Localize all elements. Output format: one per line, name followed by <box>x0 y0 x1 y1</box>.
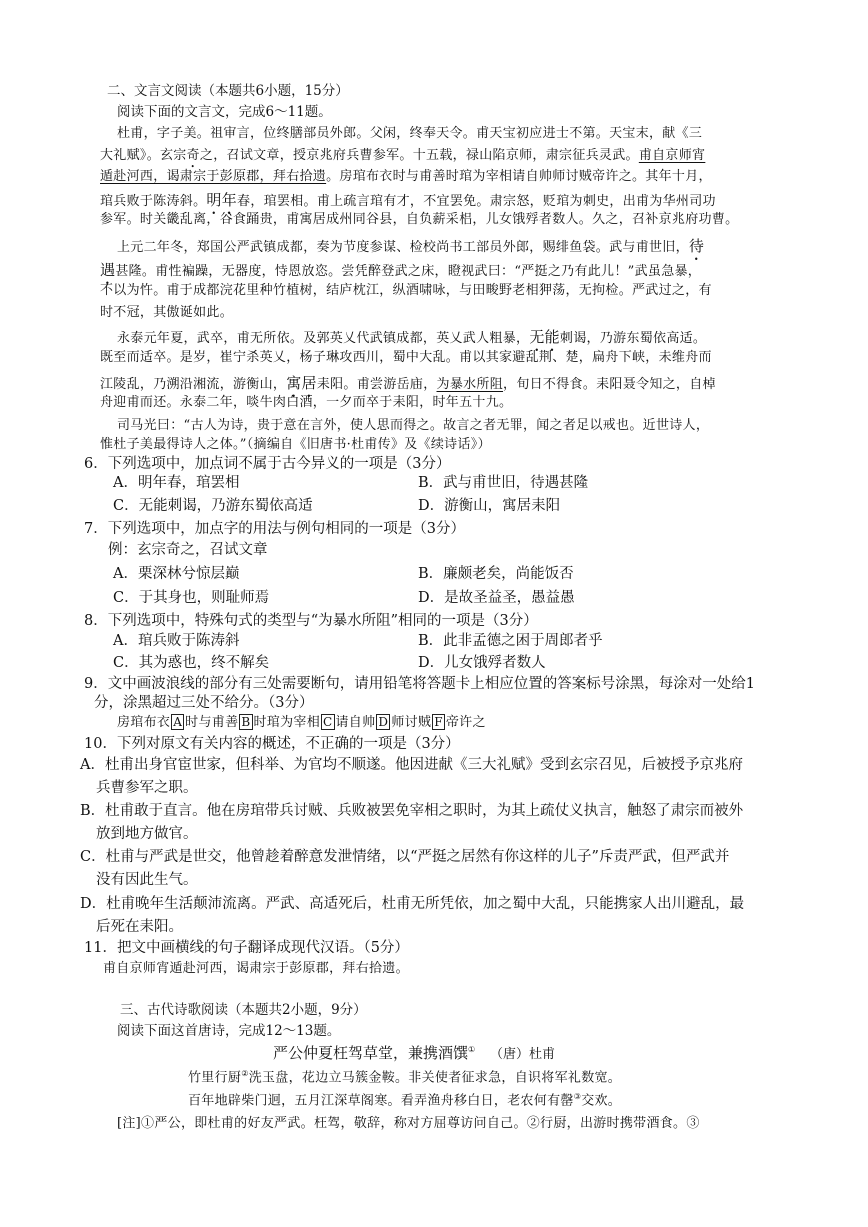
passage-p1-line5: 参军。时关畿乱离，谷食踊贵，甫寓居成州同谷县，自负薪采梠，儿女饿殍者数人。久之，召补京兆府功曹。 <box>100 212 739 227</box>
q10-option-b-line1: B．杜甫敢于直言。他在房琯带兵讨贼、兵败被罢免宰相之职时，为其上疏仗义执言，触怒了肃宗而被外 <box>80 803 744 819</box>
q7-option-c: C．于其身也，则耻师焉 <box>113 590 270 606</box>
passage-p4-line1: 司马光曰：“古人为诗，贵于意在言外，使人思而得之。故言之者无罪，闻之者足以戒也。近世诗人， <box>117 418 710 433</box>
passage-p2-line1: 上元二年冬，郑国公严武镇成都，奏为节度参谋、检校尚书工部员外郎，赐绯鱼袋。武与甫世旧，待 <box>117 237 705 255</box>
q6-option-c: C．无能刺谒，乃游东蜀依高适 <box>113 498 313 514</box>
passage-p2-line2: 遇甚隆。甫性褊躁，无器度，恃恩放恣。尝凭醉登武之床，瞪视武曰：“严挺之乃有此儿！”武虽急暴， <box>100 261 702 279</box>
passage-p3-line3: 江陵乱，乃溯沿湘流，游衡山，寓居耒阳。甫尝游岳庙，为暴水所阻，旬日不得食。耒阳聂令知之，自棹 <box>100 374 716 392</box>
q9-stem-line2: 分，涂黑超过三处不给分。（3分） <box>94 695 314 711</box>
break-box-d: D <box>378 715 389 729</box>
passage-p3-line1: 永泰元年夏，武卒，甫无所依。及郭英乂代武镇成都，英乂武人粗暴，无能刺谒，乃游东蜀依高适。 <box>117 328 707 346</box>
q6-option-b: B．武与甫世旧，待遇甚隆 <box>418 475 589 491</box>
q10-option-d-line1: D．杜甫晚年生活颠沛流离。严武、高适死后，杜甫无所凭依，加之蜀中大乱，只能携家人出川避乱，最 <box>80 896 745 912</box>
poem-line2: 百年地辟柴门迥，五月江深草阁寒。看弄渔舟移白日，老农何有罄③交欢。 <box>188 1092 622 1109</box>
passage-p3-line4: 舟迎甫而还。永泰二年，啖牛肉白酒，一夕而卒于耒阳，时年五十九。 <box>100 395 513 410</box>
poem-notes: [注]①严公，即杜甫的好友严武。枉驾，敬辞，称对方屈尊访问自己。②行厨，出游时携带酒食。③ <box>117 1116 700 1131</box>
section2-instruction: 阅读下面的文言文，完成6～11题。 <box>117 104 332 120</box>
passage-p3-line2: 既至而适卒。是岁，崔宁杀英乂，杨子琳攻西川，蜀中大乱。甫以其家避乱荆、楚，扁舟下峡，未维舟而 <box>100 350 712 365</box>
q10-option-b-line2: 放到地方做官。 <box>96 826 198 842</box>
section2-heading: 二、文言文阅读（本题共6小题，15分） <box>107 83 349 99</box>
q11-sentence: 甫自京师宵遁赴河西，谒肃宗于彭原郡，拜右拾遗。 <box>103 961 409 976</box>
passage-p4-line2: 惟杜子美最得诗人之体。”（摘编自《旧唐书·杜甫传》及《续诗话》） <box>100 437 491 452</box>
passage-p1-line4: 琯兵败于陈涛斜。明年春，琯罢相。甫上疏言琯有才，不宜罢免。肃宗怒，贬琯为刺史，出甫为华州司功 <box>100 191 716 209</box>
q9-segmented-sentence: 房琯布衣 A 时与甫善 B 时琯为宰相 C 请自帅 D 师讨贼 F 帝许之 <box>117 715 486 730</box>
q6-stem: 6．下列选项中，加点词不属于古今异义的一项是（3分） <box>84 456 451 472</box>
q10-stem: 10．下列对原文有关内容的概述，不正确的一项是（3分） <box>84 736 460 752</box>
section3-instruction: 阅读下面这首唐诗，完成12～13题。 <box>117 1023 341 1039</box>
q10-option-c-line1: C．杜甫与严武是世交，他曾趁着醉意发泄情绪，以“严挺之居然有你这样的儿子”斥责严武，但严武并 <box>80 849 730 865</box>
passage-p2-line4: 时不冠，其傲诞如此。 <box>100 305 234 320</box>
q8-option-c: C．其为惑也，终不解矣 <box>113 655 270 671</box>
q7-stem: 7．下列选项中，加点字的用法与例句相同的一项是（3分） <box>84 521 465 537</box>
q7-option-d: D．是故圣益圣，愚益愚 <box>418 590 575 606</box>
q10-option-a-line2: 兵曹参军之职。 <box>96 780 198 796</box>
q8-option-b: B．此非孟德之困于周郎者乎 <box>418 633 603 649</box>
break-box-a: A <box>173 715 183 729</box>
q10-option-a-line1: A．杜甫出身官宦世家，但科举、为官均不顺遂。他因进献《三大礼赋》受到玄宗召见，后被授予京兆府 <box>80 757 743 773</box>
passage-p1-line2: 大礼赋》。玄宗奇之，召试文章，授京兆府兵曹参军。十五载，禄山陷京师，肃宗征兵灵武。甫自京师宵 <box>100 148 706 163</box>
q8-stem: 8．下列选项中，特殊句式的类型与“为暴水所阻”相同的一项是（3分） <box>84 613 538 629</box>
q10-option-c-line2: 没有因此生气。 <box>96 872 198 888</box>
q6-option-a: A．明年春，琯罢相 <box>113 475 240 491</box>
break-box-b: B <box>241 715 251 729</box>
q6-option-d: D．游衡山，寓居耒阳 <box>418 498 561 514</box>
q7-example: 例：玄宗奇之，召试文章 <box>108 542 268 558</box>
break-box-f: F <box>434 715 443 729</box>
q7-option-a: A．栗深林兮惊层巅 <box>113 566 240 582</box>
q7-option-b: B．廉颇老矣，尚能饭否 <box>418 566 574 582</box>
break-box-c: C <box>323 715 333 729</box>
q9-stem-line1: 9．文中画波浪线的部分有三处需要断句，请用铅笔将答题卡上相应位置的答案标号涂黑，每涂对一处给1 <box>84 676 755 692</box>
q8-option-d: D．儿女饿殍者数人 <box>418 655 546 671</box>
q10-option-d-line2: 后死在耒阳。 <box>96 919 183 935</box>
poem-line1: 竹里行厨②洗玉盘，花边立马簇金鞍。非关使者征求急，自识将军礼数宽。 <box>188 1069 622 1086</box>
poem-title: 严公仲夏枉驾草堂，兼携酒馔① （唐）杜甫 <box>273 1044 555 1062</box>
passage-p2-line3: 不以为忤。甫于成都浣花里种竹植树，结庐枕江，纵酒啸咏，与田畯野老相狎荡，无拘检。严武过之，有 <box>100 283 712 298</box>
passage-p1-line3: 遁赴河西，谒肃宗于彭原郡，拜右拾遗。房琯布衣时与甫善时琯为宰相请自帅师讨贼帝许之。其年十月， <box>100 169 712 184</box>
q8-option-a: A．琯兵败于陈涛斜 <box>113 633 240 649</box>
passage-p1-line1: 杜甫，字子美。祖审言，位终膳部员外郎。父闲，终奉天令。甫天宝初应进士不第。天宝末，献《三 <box>117 126 703 141</box>
q11-stem: 11．把文中画横线的句子翻译成现代汉语。（5分） <box>84 940 409 956</box>
section3-heading: 三、古代诗歌阅读（本题共2小题，9分） <box>120 1002 367 1018</box>
